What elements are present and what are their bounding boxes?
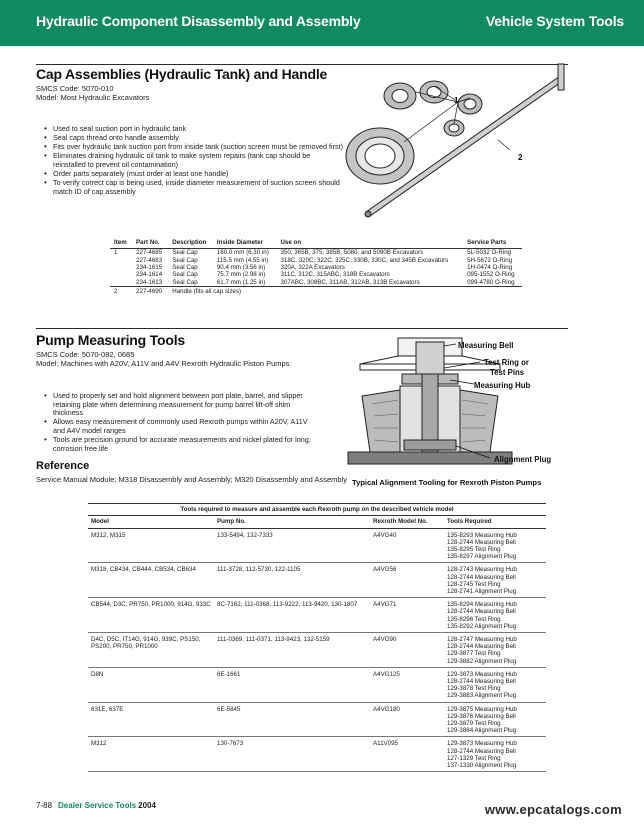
table-cell: 318C, 320C, 322C, 325C, 330B, 330C, and 345B Excavators <box>280 256 449 264</box>
table-cell: 5L-5032 O-Ring <box>467 249 512 257</box>
cell-pump-no <box>214 528 370 563</box>
pump-tooling-illustration <box>340 334 520 474</box>
cell-line: A4VG90 <box>373 636 397 644</box>
column-header: Service Parts <box>463 238 522 249</box>
cap-model: Model: Most Hydraulic Excavators <box>36 93 150 102</box>
table-row <box>88 702 546 737</box>
table-cell: 75.7 mm (2.98 in) <box>216 271 266 279</box>
cap-bullet-list <box>44 125 344 197</box>
cell-model <box>88 528 214 563</box>
cell-line: PS200, PR750, PR1000 <box>91 643 158 651</box>
list-item: • Used to seal suction port in hydraulic tank <box>44 125 344 134</box>
cell-line: 128-2744 Measuring Bell <box>447 608 516 616</box>
cell-rexroth-model <box>370 737 444 772</box>
cell-line: 128-2744 Measuring Bell <box>447 678 516 686</box>
list-item: • Eliminates draining hydraulic oil tank to make system repairs (tank cap should be reinstalled to prevent oil contamination) <box>44 152 344 169</box>
cell-line: M312 <box>91 740 107 748</box>
table-cell: 1 <box>114 249 118 257</box>
section-rule-middle <box>36 328 568 329</box>
cell-line: D8N <box>91 670 104 678</box>
table-banner-row <box>88 504 546 516</box>
callout-measuring-bell: Measuring Bell <box>458 341 514 350</box>
cell-line: A4VG56 <box>373 566 397 574</box>
cell-line: 135-8297 Alignment Plug <box>447 553 517 561</box>
cell-line: 129-3875 Measuring Hub <box>447 705 517 713</box>
table-header-row <box>88 516 546 528</box>
table-cell: 160.0 mm (6.30 in) <box>216 249 269 257</box>
table-banner: Tools required to measure and assemble each Rexroth pump on the described vehicle model <box>88 504 546 516</box>
cell-line: 129-3873 Measuring Hub <box>447 740 517 748</box>
cell-line: D4C, D5C, IT14G, 914G, 939C, PS150, <box>91 636 201 644</box>
cell-line: M318, CB434, CB444, CB534, CB634 <box>91 566 196 574</box>
cell-model <box>88 737 214 772</box>
list-item: • Seal caps thread onto handle assembly <box>44 134 344 143</box>
list-item: • Used to properly set and hold alignment between port plate, barrel, and slipper retaining plate when determining measurement for pump barrel lift-off shim thickness <box>44 392 314 418</box>
cell-tools-required <box>444 633 546 668</box>
table-row <box>110 264 522 271</box>
table-cell: 234-1614 <box>136 271 163 279</box>
callout-1-label: 1 <box>454 96 459 105</box>
table-cell <box>276 286 463 295</box>
column-header: Description <box>168 238 213 249</box>
table-cell: 234-1615 <box>136 264 163 272</box>
table-cell: 227-4690 <box>132 286 168 295</box>
cell-line: 129-3873 Measuring Hub <box>447 670 517 678</box>
reference-text: Service Manual Module; M318 Disassembly and Assembly; M320 Disassembly and Assembly <box>36 475 347 484</box>
cell-line: 128-2745 Test Ring <box>447 580 501 588</box>
page-header <box>0 0 644 46</box>
cell-line: 135-8292 Alignment Plug <box>447 622 517 630</box>
cell-line: CB544, D3C, PR750, PR1000, 914G, 933C <box>91 601 211 609</box>
table-cell <box>110 271 132 278</box>
cell-pump-no <box>214 667 370 702</box>
cell-line: 129-3876 Measuring Bell <box>447 712 516 720</box>
table-cell: 320A, 322A Excavators <box>280 264 345 272</box>
cell-line: 128-2741 Alignment Plug <box>447 588 517 596</box>
cell-tools-required <box>444 667 546 702</box>
cell-pump-no <box>214 563 370 598</box>
cell-line: A11V095 <box>373 740 398 748</box>
callout-alignment-plug: Alignment Plug <box>494 455 552 464</box>
cell-line: 129-3883 Alignment Plug <box>447 692 517 700</box>
callout-test-pins: Test Pins <box>490 368 525 377</box>
cell-model <box>88 563 214 598</box>
table-cell: 307ABC, 308BC, 311AB, 312AB, 313B Excavators <box>280 278 420 286</box>
table-row <box>110 286 522 295</box>
pump-figure-caption: Typical Alignment Tooling for Rexroth Piston Pumps <box>352 478 542 487</box>
cell-line: 129-3877 Test Ring <box>447 650 501 658</box>
list-item: • To verify correct cap is being used, inside diameter measurement of suction screen should match ID of cap assembly <box>44 179 344 196</box>
table-cell <box>110 264 132 271</box>
cell-line: 127-1329 Test Ring <box>447 754 501 762</box>
column-header: Pump No. <box>214 516 370 528</box>
table-cell: Handle (fits all cap sizes) <box>168 286 276 295</box>
table-cell: Seal Cap <box>172 278 198 286</box>
cell-line: 137-1330 Alignment Plug <box>447 762 517 770</box>
column-header: Part No. <box>132 238 168 249</box>
cell-pump-no <box>214 633 370 668</box>
cell-pump-no <box>214 598 370 633</box>
column-header: Tools Required <box>444 516 546 528</box>
table-cell: Seal Cap <box>172 264 198 272</box>
list-item: • Fits over hydraulic tank suction port from inside tank (suction screen must be removed first) <box>44 143 344 152</box>
table-cell: 61.7 mm (1.25 in) <box>216 278 266 286</box>
cell-line: 631E, 637E <box>91 705 124 713</box>
cap-section-title: Cap Assemblies (Hydraulic Tank) and Handle <box>36 66 328 82</box>
cell-tools-required <box>444 737 546 772</box>
table-cell: 234-1613 <box>136 278 163 286</box>
table-row <box>88 667 546 702</box>
column-header: Inside Diameter <box>213 238 277 249</box>
list-item: • Order parts separately (must order at least one handle) <box>44 170 344 179</box>
cell-tools-required <box>444 528 546 563</box>
cell-rexroth-model <box>370 598 444 633</box>
cell-line: A4VG180 <box>373 705 400 713</box>
table-row <box>110 249 522 257</box>
callout-test-ring: Test Ring or <box>484 358 529 367</box>
cell-model <box>88 667 214 702</box>
cell-line: 135-8295 Test Ring <box>447 546 501 553</box>
cell-rexroth-model <box>370 702 444 737</box>
table-cell: 2 <box>110 286 132 295</box>
table-row <box>88 528 546 563</box>
cell-line: 8C-7162, 111-0368, 113-9222, 113-9420, 130-1807 <box>217 601 358 609</box>
cell-line: A4VG125 <box>373 670 400 678</box>
list-item: • Allows easy measurement of commonly used Rexroth pumps within A20V, A11V and A4V model ranges <box>44 418 314 435</box>
cell-line: 129-3884 Alignment Plug <box>447 727 517 735</box>
cell-line: 133-5494, 132-7333 <box>217 531 273 539</box>
cell-line: 135-8296 Test Ring <box>447 615 501 623</box>
cell-line: 130-7673 <box>217 740 244 748</box>
cell-tools-required <box>444 598 546 633</box>
table-cell <box>463 286 522 295</box>
page-footer <box>36 801 156 810</box>
cell-line: 128-2744 Measuring Bell <box>447 643 516 651</box>
cell-line: A4VG40 <box>373 531 397 539</box>
table-row <box>88 598 546 633</box>
cell-line: 135-8294 Measuring Hub <box>447 601 517 609</box>
cell-rexroth-model <box>370 528 444 563</box>
callout-measuring-hub: Measuring Hub <box>474 381 531 390</box>
footer-brand: Dealer Service Tools <box>58 801 137 810</box>
table-row <box>88 633 546 668</box>
cell-model <box>88 702 214 737</box>
cell-tools-required <box>444 702 546 737</box>
column-header: Item <box>110 238 132 249</box>
footer-year: 2004 <box>138 801 156 810</box>
column-header: Model <box>88 516 214 528</box>
cap-smcs-code: SMCS Code: 5070-010 <box>36 84 114 93</box>
table-row <box>110 279 522 287</box>
table-row <box>88 563 546 598</box>
table-cell: Seal Cap <box>172 249 198 257</box>
cell-line: 111-0369, 111-0371, 113-9423, 132-5159 <box>217 636 330 644</box>
cell-line: 128-2744 Measuring Bell <box>447 538 516 546</box>
cell-line: 128-2744 Measuring Bell <box>447 573 516 581</box>
table-cell: 1H-0474 O-Ring <box>467 264 513 272</box>
table-cell: Seal Cap <box>172 271 198 279</box>
cell-line: 128-2747 Measuring Hub <box>447 636 517 644</box>
table-cell: 5H-5672 O-Ring <box>467 256 513 264</box>
cell-line: 129-3878 Test Ring <box>447 685 501 693</box>
cell-line: 6E-1661 <box>217 670 241 678</box>
cell-line: 128-2743 Measuring Hub <box>447 566 517 574</box>
cap-assembly-illustration <box>330 62 590 222</box>
table-row <box>88 737 546 772</box>
pump-tools-table <box>88 503 546 772</box>
pump-model: Model: Machines with A20V, A11V and A4V Rexroth Hydraulic Piston Pumps <box>36 359 290 368</box>
cell-model <box>88 598 214 633</box>
header-title-left: Hydraulic Component Disassembly and Assembly <box>36 13 361 29</box>
cell-line: 129-3879 Test Ring <box>447 720 501 728</box>
cell-rexroth-model <box>370 563 444 598</box>
table-cell <box>110 279 132 287</box>
table-cell: Seal Cap <box>172 256 198 264</box>
cell-line: M312, M315 <box>91 531 126 539</box>
cell-pump-no <box>214 737 370 772</box>
cell-tools-required <box>444 563 546 598</box>
table-row <box>110 257 522 264</box>
pump-smcs-code: SMCS Code: 5070-082, 0685 <box>36 350 135 359</box>
pump-bullet-list <box>44 392 314 454</box>
reference-title: Reference <box>36 460 90 472</box>
cap-parts-table <box>110 238 522 295</box>
cell-line: 129-3882 Alignment Plug <box>447 657 517 665</box>
table-cell: 227-4685 <box>136 249 163 257</box>
cell-line: 128-2744 Measuring Bell <box>447 747 516 755</box>
cell-model <box>88 633 214 668</box>
table-cell <box>110 257 132 264</box>
table-cell: 350, 365B, 375, 385B, 5080, and 5090B Excavators <box>280 249 424 257</box>
callout-2-label: 2 <box>518 153 523 162</box>
table-cell: 095-1552 O-Ring <box>467 271 515 279</box>
list-item: • Tools are precision ground for accurate measurements and nickel plated for long, corrosion free life <box>44 436 314 453</box>
cell-rexroth-model <box>370 633 444 668</box>
table-cell: 311C, 312C, 315ABC, 318B Excavators <box>280 271 390 279</box>
cell-line: A4VG71 <box>373 601 397 609</box>
table-cell: 115.5 mm (4.55 in) <box>216 256 269 264</box>
column-header: Rexroth Model No. <box>370 516 444 528</box>
table-header-row <box>110 238 522 249</box>
column-header: Use on <box>276 238 463 249</box>
cell-rexroth-model <box>370 667 444 702</box>
table-cell: 90.4 mm (3.56 in) <box>216 264 266 272</box>
header-title-right: Vehicle System Tools <box>485 13 624 29</box>
page-number: 7-88 <box>36 801 53 810</box>
cell-line: 6E-5845 <box>217 705 241 713</box>
table-row <box>110 271 522 278</box>
watermark-text: www.epcatalogs.com <box>484 802 622 817</box>
cell-line: 111-3728, 112-5730, 122-1105 <box>217 566 301 574</box>
table-cell: 227-4683 <box>136 256 163 264</box>
cell-line: 135-8293 Measuring Hub <box>447 531 517 539</box>
cell-pump-no <box>214 702 370 737</box>
table-cell: 099-4780 O-Ring <box>467 278 515 286</box>
pump-section-title: Pump Measuring Tools <box>36 332 185 348</box>
